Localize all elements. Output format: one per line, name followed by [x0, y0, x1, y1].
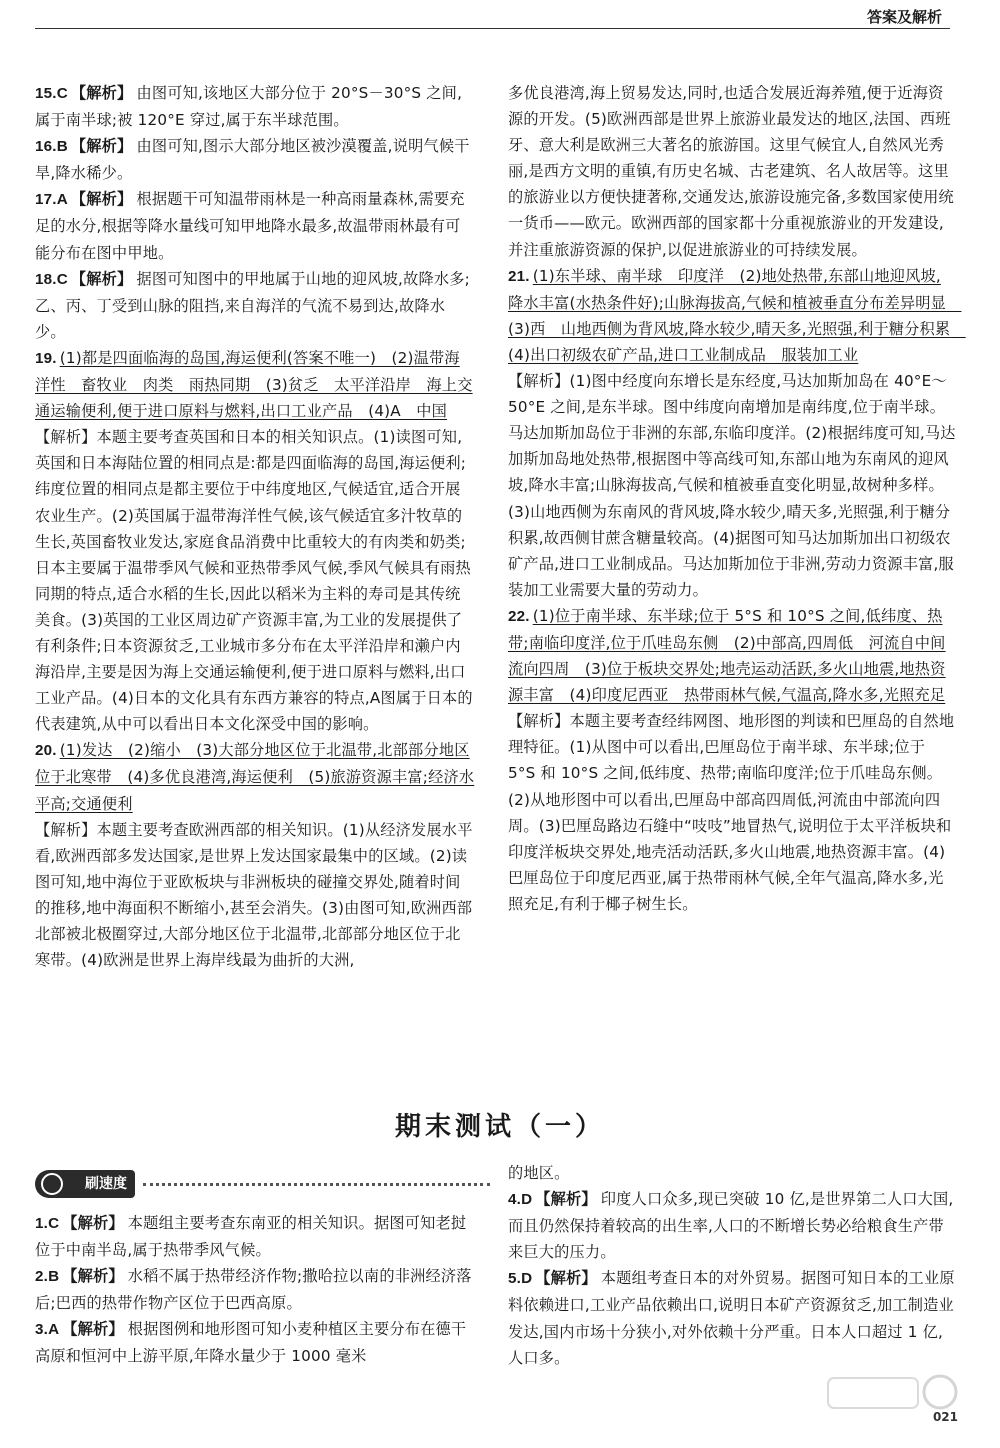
answer-20: 20. (1)发达 (2)缩小 (3)大部分地区位于北温带,北部部分地区位于北寒带 (4)多优良港湾,海运便利 (5)旅游资源丰富;经济水平高;交通便利 — [35, 741, 475, 813]
answer-18: 18.C 【解析】 据图可知图中的甲地属于山地的迎风坡,故降水多;乙、丙、丁受到山脉的阻挡,来自海洋的气流不易到达,故降水少。 — [35, 269, 470, 341]
bottom-left-column — [35, 1210, 475, 1370]
analysis-22: 【解析】本题主要考查经纬网图、地形图的判读和巴厘岛的自然地理特征。(1)从图中可以看出,巴厘岛位于南半球、东半球;位于 5°S 和 10°S 之间,低纬度、热带;南临印度洋;位于爪哇岛东侧。(2)从地形图中可以看出,巴厘岛中部高四周低,河流由中部流向四周。(3)巴厘岛路边石缝中“吱吱”地冒热气,说明位于太平洋板块和印度洋板块交界处,地壳活动活跃,多火山地震,地热资源丰富。(4)巴厘岛位于印度尼西亚,属于热带雨林气候,全年气温高,降水多,光照充足,有利于椰子树生长。 — [508, 712, 955, 913]
analysis-20: 【解析】本题主要考查欧洲西部的相关知识。(1)从经济发展水平看,欧洲西部多发达国家,是世界上发达国家最集中的区域。(2)读图可知,地中海位于亚欧板块与非洲板块的碰撞交界处,随着时间的推移,地中海面积不断缩小,甚至会消失。(3)由图可知,欧洲西部北部被北极圈穿过,大部分地区位于北温带,北部部分地区位于北寒带。(4)欧洲是世界上海岸线最为曲折的大洲, — [35, 820, 473, 970]
running-header: 答案及解析 — [866, 8, 942, 26]
answer-3: 3.A 【解析】 根据图例和地形图可知小麦种植区主要分布在德干高原和恒河中上游平原,年降水量少于 1000 毫米 — [35, 1320, 467, 1366]
stopwatch-icon — [41, 1173, 63, 1195]
analysis-19: 【解析】本题主要考查英国和日本的相关知识点。(1)读图可知,英国和日本海陆位置的相同点是:都是四面临海的岛国,海运便利;纬度位置的相同点是都主要位于中纬度地区,气候适宜,适合开展农业生产。(2)英国属于温带海洋性气候,该气候适宜多汁牧草的生长,英国畜牧业发达,家庭食品消费中比重较大的有肉类和奶类;日本主要属于温带季风气候和亚热带季风气候,季风气候具有雨热同期的特点,适合水稻的生长,因此以稻米为主料的寿司是其传统美食。(3)英国的工业区周边矿产资源丰富,为工业的发展提供了有利条件;日本资源贫乏,工业城市多分布在太平洋沿岸和濑户内海沿岸,主要是因为海上交通运输便利,便于进口原料与燃料,出口工业产品。(4)日本的文化具有东西方兼容的特点,A图属于日本的代表建筑,从中可以看出日本文化深受中国的影响。 — [35, 428, 473, 734]
answer-19: 19. (1)都是四面临海的岛国,海运便利(答案不唯一) (2)温带海洋性 畜牧业 肉类 雨热同期 (3)贫乏 太平洋沿岸 海上交通运输便利,便于进口原料与燃料,出口工业产品 (4)A 中国 — [35, 348, 473, 421]
answer-16: 16.B 【解析】 由图可知,图示大部分地区被沙漠覆盖,说明气候干旱,降水稀少。 — [35, 137, 470, 183]
answer-5: 5.D 【解析】 本题组考查日本的对外贸易。据图可知日本的工业原料依赖进口,工业产品依赖出口,说明日本矿产资源贫乏,加工制造业发达,国内市场十分狭小,对外依赖十分严重。日本人口超过 1 亿,人口多。 — [508, 1269, 955, 1367]
answer-21: 21. (1)东半球、南半球 印度洋 (2)地处热带,东部山地迎风坡,降水丰富(水热条件好);山脉海拔高,气候和植被垂直分布差异明显 (3)西 山地西侧为背风坡,降水较少,晴天多,光照强,利于糖分积累 (4)出口初级农矿产品,进口工业制成品 服装加工业 — [508, 266, 966, 364]
header-rule — [35, 28, 950, 29]
answer-15: 15.C 【解析】 由图可知,该地区大部分位于 20°S－30°S 之间,属于南半球;被 120°E 穿过,属于东半球范围。 — [35, 84, 463, 130]
answer-22: 22. (1)位于南半球、东半球;位于 5°S 和 10°S 之间,低纬度、热带;南临印度洋,位于爪哇岛东侧 (2)中部高,四周低 河流自中间流向四周 (3)位于板块交界处;地壳运动活跃,多火山地震,地热资源丰富 (4)印度尼西亚 热带雨林气候,气温高,降水多,光照充足 — [508, 606, 946, 705]
top-left-column — [35, 80, 475, 973]
speed-label: 刷速度 — [85, 1176, 127, 1192]
answer-3-continued: 的地区。 — [508, 1164, 570, 1182]
watermark-logo — [820, 1370, 970, 1440]
section-title: 期末测试（一） — [394, 1112, 605, 1142]
page-number: 021 — [932, 1410, 958, 1424]
dotted-divider — [143, 1183, 490, 1186]
bottom-right-column — [508, 1160, 956, 1371]
analysis-21: 【解析】(1)图中经度向东增长是东经度,马达加斯加岛在 40°E～50°E 之间,是东半球。图中纬度向南增加是南纬度,位于南半球。马达加斯加岛位于非洲的东部,东临印度洋。(2)根据纬度可知,马达加斯加岛地处热带,根据图中等高线可知,东部山地为东南风的迎风坡,降水丰富;山脉海拔高,气候和植被垂直变化明显,故树种多样。(3)山地西侧为东南风的背风坡,降水较少,晴天多,光照强,利于糖分积累,故西侧甘蔗含糖量较高。(4)据图可知马达加斯加出口初级农矿产品,进口工业制成品。马达加斯加位于非洲,劳动力资源丰富,服装加工业需要大量的劳动力。 — [508, 372, 956, 599]
speed-badge — [35, 1170, 135, 1198]
top-right-column — [508, 80, 966, 917]
answer-4: 4.D 【解析】 印度人口众多,现已突破 10 亿,是世界第二人口大国,而且仍然保持着较高的出生率,人口的不断增长势必给粮食生产带来巨大的压力。 — [508, 1190, 954, 1262]
answer-1: 1.C 【解析】 本题组主要考查东南亚的相关知识。据图可知老挝位于中南半岛,属于热带季风气候。 — [35, 1214, 467, 1260]
analysis-20-continued: 多优良港湾,海上贸易发达,同时,也适合发展近海养殖,便于近海资源的开发。(5)欧洲西部是世界上旅游业最发达的地区,法国、西班牙、意大利是欧洲三大著名的旅游国。这里气候宜人,自然风光秀丽,是西方文明的重镇,有历史名城、古老建筑、名人故居等。这里的旅游业以方便快捷著称,交通发达,旅游设施完备,多数国家使用统一货币——欧元。欧洲西部的国家都十分重视旅游业的开发建设,并注重旅游资源的保护,以促进旅游业的可持续发展。 — [508, 84, 954, 259]
answer-2: 2.B 【解析】 水稻不属于热带经济作物;撒哈拉以南的非洲经济落后;巴西的热带作物产区位于巴西高原。 — [35, 1267, 472, 1313]
answer-17: 17.A 【解析】 根据题干可知温带雨林是一种高雨量森林,需要充足的水分,根据等降水量线可知甲地降水最多,故温带雨林最有可能分布在图中甲地。 — [35, 190, 465, 262]
speed-banner — [35, 1170, 490, 1200]
